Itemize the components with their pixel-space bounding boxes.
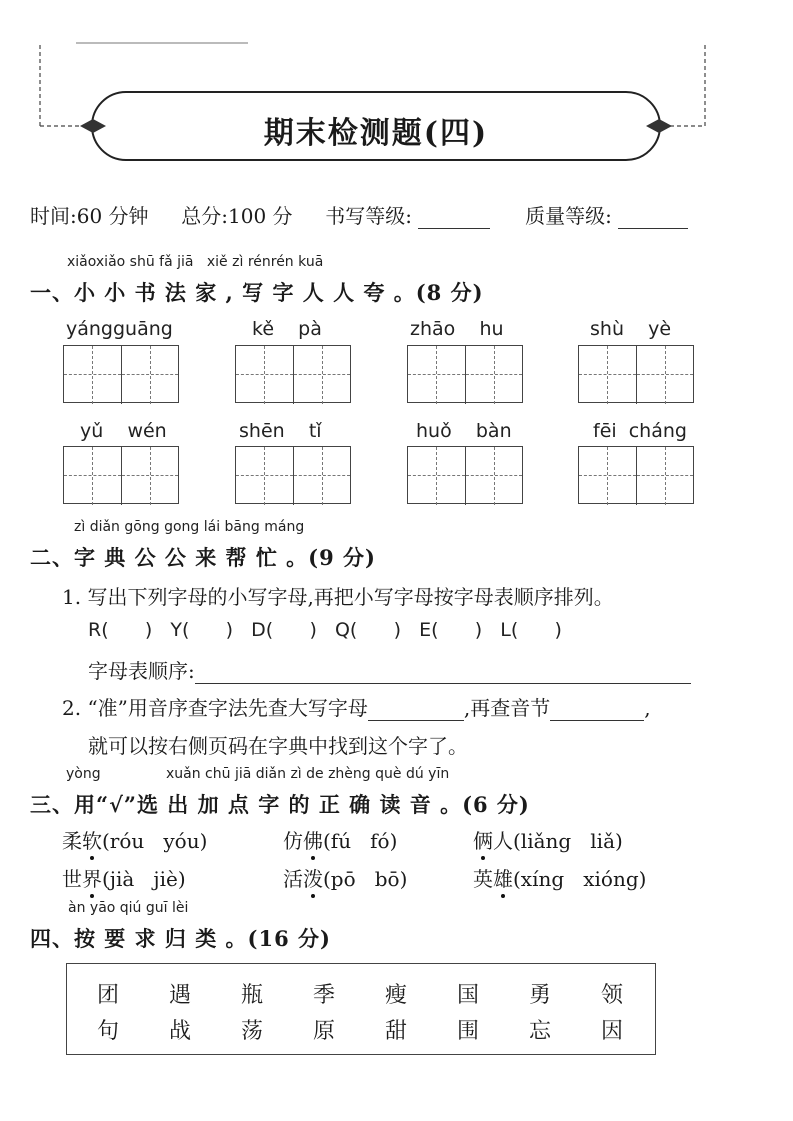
time-label: 时间:60 分钟 bbox=[30, 204, 149, 228]
box-pinyin: shēn tǐ bbox=[239, 420, 322, 442]
reading-item: 仿佛(fú fó) bbox=[283, 825, 397, 854]
section3-pinyin-2: xuǎn chū jiā diǎn zì de zhèng què dú yīn bbox=[166, 766, 450, 782]
section4-pinyin: àn yāo qiú guī lèi bbox=[68, 900, 189, 916]
character: 瘦 bbox=[385, 983, 408, 1008]
character: 原 bbox=[313, 1019, 336, 1044]
order-row bbox=[88, 655, 691, 684]
total-label: 总分:100 分 bbox=[181, 204, 293, 228]
box-pinyin: fēi cháng bbox=[593, 420, 687, 442]
section2-q2-line2: 就可以按右侧页码在字典中找到这个字了。 bbox=[88, 734, 468, 758]
reading-item: 英雄(xíng xióng) bbox=[473, 863, 646, 892]
box-pinyin: zhāo hu bbox=[410, 318, 504, 340]
character: 瓶 bbox=[241, 983, 264, 1008]
letter-blank[interactable] bbox=[368, 700, 464, 721]
writing-grid[interactable] bbox=[407, 345, 523, 403]
section3-pinyin-1: yòng bbox=[66, 766, 101, 782]
character: 忘 bbox=[529, 1019, 552, 1044]
character-row bbox=[97, 1014, 673, 1045]
character-row bbox=[97, 978, 673, 1009]
section2-q2: 2. “准”用音序查字法先查大写字母 ,再查音节 , bbox=[62, 696, 651, 720]
box-pinyin: yángguāng bbox=[66, 318, 173, 340]
character: 句 bbox=[97, 1019, 120, 1044]
quality-grade-label: 质量等级: bbox=[525, 204, 612, 228]
info-line bbox=[30, 200, 688, 229]
reading-item: 世界(jià jiè) bbox=[62, 863, 186, 892]
section3-heading: 三、用“√”选 出 加 点 字 的 正 确 读 音 。(6 分) bbox=[30, 792, 530, 817]
order-blank[interactable] bbox=[195, 663, 691, 684]
order-label: 字母表顺序: bbox=[88, 659, 195, 683]
character: 勇 bbox=[529, 983, 552, 1008]
syllable-blank[interactable] bbox=[550, 700, 644, 721]
letter-list: R( ) Y( ) D( ) Q( ) E( ) L( ) bbox=[88, 619, 562, 641]
writing-grade-label: 书写等级: bbox=[325, 204, 413, 228]
box-pinyin: kě pà bbox=[252, 318, 322, 340]
box-pinyin: huǒ bàn bbox=[416, 420, 512, 442]
section2-q1: 1. 写出下列字母的小写字母,再把小写字母按字母表顺序排列。 bbox=[62, 585, 614, 609]
writing-grid[interactable] bbox=[235, 345, 351, 403]
character: 围 bbox=[457, 1019, 480, 1044]
character: 季 bbox=[313, 983, 336, 1008]
reading-item: 柔软(róu yóu) bbox=[62, 825, 207, 854]
character: 甜 bbox=[385, 1019, 408, 1044]
section4-heading: 四、按 要 求 归 类 。(16 分) bbox=[30, 926, 331, 951]
character: 团 bbox=[97, 983, 120, 1008]
section2-pinyin: zì diǎn gōng gong lái bāng máng bbox=[74, 519, 305, 535]
writing-grade-blank[interactable] bbox=[418, 208, 490, 229]
writing-grid[interactable] bbox=[63, 345, 179, 403]
character: 遇 bbox=[169, 983, 192, 1008]
section2-heading: 二、字 典 公 公 来 帮 忙 。(9 分) bbox=[30, 545, 376, 570]
character: 因 bbox=[601, 1019, 624, 1044]
quality-grade-blank[interactable] bbox=[618, 208, 688, 229]
writing-grid[interactable] bbox=[578, 345, 694, 403]
character-box bbox=[66, 963, 656, 1055]
character: 荡 bbox=[241, 1019, 264, 1044]
writing-grid[interactable] bbox=[407, 446, 523, 504]
character: 领 bbox=[601, 983, 624, 1008]
character: 战 bbox=[169, 1019, 192, 1044]
reading-item: 俩人(liǎng liǎ) bbox=[473, 825, 623, 854]
page-title: 期末检测题(四) bbox=[263, 116, 489, 151]
box-pinyin: yǔ wén bbox=[80, 420, 167, 442]
writing-grid[interactable] bbox=[235, 446, 351, 504]
section1-heading: 一、小 小 书 法 家 , 写 字 人 人 夸 。(8 分) bbox=[30, 280, 484, 305]
writing-grid[interactable] bbox=[63, 446, 179, 504]
character: 国 bbox=[457, 983, 480, 1008]
box-pinyin: shù yè bbox=[590, 318, 672, 340]
reading-item: 活泼(pō bō) bbox=[283, 863, 407, 892]
writing-grid[interactable] bbox=[578, 446, 694, 504]
section1-pinyin: xiǎoxiǎo shū fǎ jiā xiě zì rénrén kuā bbox=[67, 254, 324, 270]
